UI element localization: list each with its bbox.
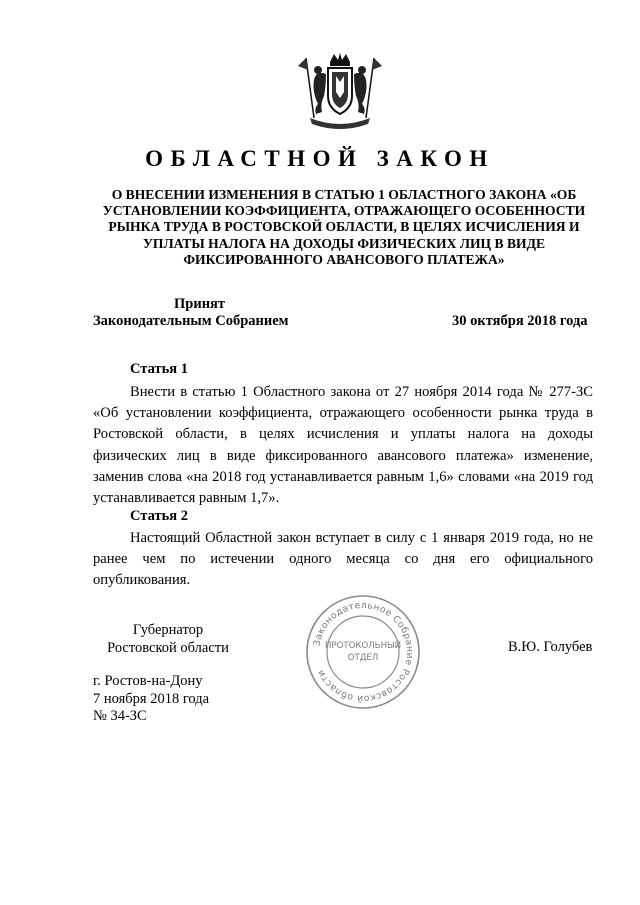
signatory-position-line-2: Ростовской области xyxy=(107,640,229,656)
rostov-oblast-coat-of-arms-icon xyxy=(292,52,388,134)
place-and-date-block xyxy=(93,673,209,726)
article-2-heading: Статья 2 xyxy=(130,508,188,524)
seal-center-line-2: ОТДЕЛ xyxy=(347,653,379,663)
seal-center-line-1: ПРОТОКОЛЬНЫЙ xyxy=(324,641,402,651)
adoption-date: 30 октября 2018 года xyxy=(452,313,588,329)
adopted-by: Законодательным Собранием xyxy=(93,313,289,329)
document-title: ОБЛАСТНОЙ ЗАКОН xyxy=(145,146,495,171)
article-1-heading: Статья 1 xyxy=(130,361,188,377)
signatory-name: В.Ю. Голубев xyxy=(508,639,593,655)
place-city: г. Ростов-на-Дону xyxy=(93,673,203,689)
law-number: № 34-ЗС xyxy=(93,708,147,724)
adopted-label: Принят xyxy=(174,296,226,312)
seal-ring-text: Законодательное Собрание Ростовской области xyxy=(311,599,416,705)
article-2-text: Настоящий Областной закон вступает в силу с 1 января 2019 года, но не ранее чем по истечении одного месяца со дня его официального опубликования. xyxy=(93,530,593,589)
protocol-department-seal xyxy=(303,592,423,712)
signing-date: 7 ноября 2018 года xyxy=(93,690,210,707)
article-1-text: Внести в статью 1 Областного закона от 27 ноября 2014 года № 277-ЗС «Об установлении коэффициента, отражающего особенности рынка труда в Ростовской области, в целях исчисления и уплаты налога на доходы физических лиц в виде фиксированного авансового платежа» изменение, заменив слова «на 2018 год устанавливается равным 1,6» словами «на 2019 год устанавливается равным 1,7». xyxy=(93,384,593,507)
signatory-position-line-1: Губернатор xyxy=(132,622,204,638)
document-subtitle: О ВНЕСЕНИИ ИЗМЕНЕНИЯ В СТАТЬЮ 1 ОБЛАСТНОГО ЗАКОНА «ОБ УСТАНОВЛЕНИИ КОЭФФИЦИЕНТА, ОТРАЖАЮЩЕГО ОСОБЕННОСТИ РЫНКА ТРУДА В РОСТОВСКОЙ ОБЛАСТИ, В ЦЕЛЯХ ИСЧИСЛЕНИЯ И УПЛАТЫ НАЛОГА НА ДОХОДЫ ФИЗИЧЕСКИХ ЛИЦ В ВИДЕ ФИКСИРОВАННОГО АВАНСОВОГО ПЛАТЕЖА» xyxy=(102,187,586,267)
signatory-position xyxy=(93,621,243,657)
